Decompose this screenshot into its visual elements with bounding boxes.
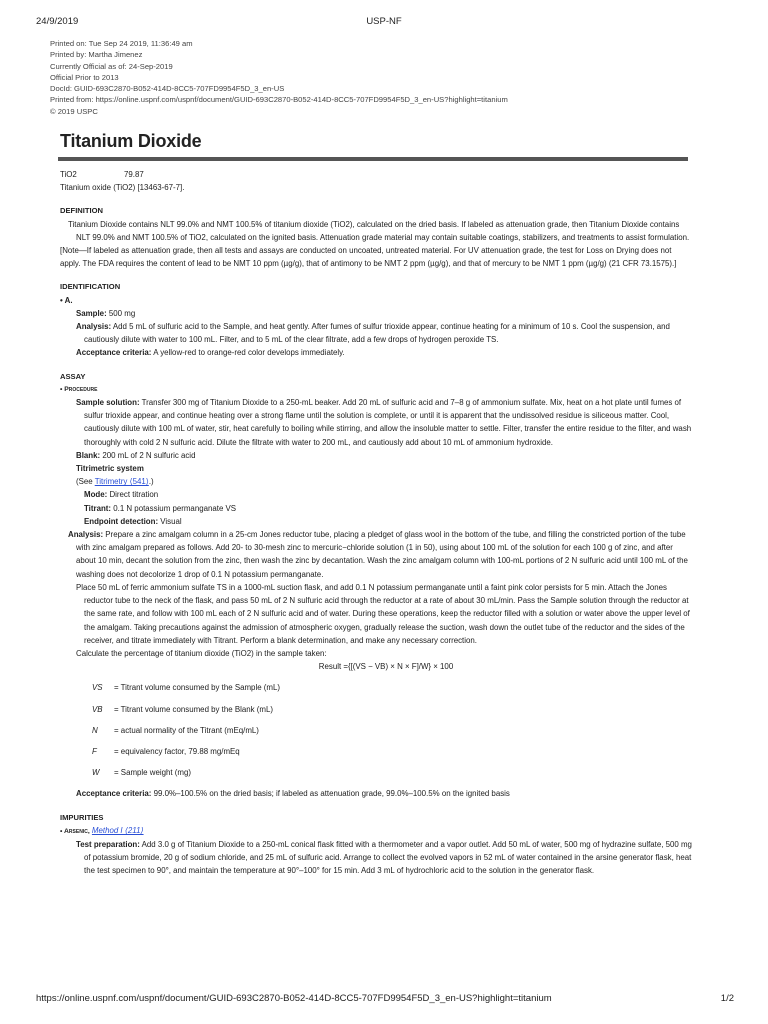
result-formula: Result ={[(VS − VB) × N × F]/W} × 100 [318,662,454,672]
calc-instruction: Calculate the percentage of titanium dioxide (TiO2) in the sample taken: [76,648,327,658]
definition-text: Titanium Dioxide contains NLT 99.0% and NMT 100.5% of titanium dioxide (TiO2), calculated on the dried basis. If labeled as attenuation grade, then Titanium Dioxide contains NLT 99.0% and NMT 100.5% of TiO2, calculated on the ignited basis. Attenuation grade material may contain suitable coatings, stabilizers, and treatments to assist formulation. [68,219,690,242]
id-acceptance-label: Acceptance criteria: [76,348,152,358]
titrant-value: 0.1 N potassium permanganate VS [113,503,237,513]
variable-row [60,703,692,716]
titrant-label: Titrant: [84,503,112,513]
meta-printed-on: Printed on: Tue Sep 24 2019, 11:36:49 am [50,39,193,48]
formula-line [60,168,692,181]
mode-label: Mode: [84,490,108,500]
method-link[interactable]: Method I ⟨211⟩ [91,825,144,835]
variable-symbol: W [92,768,100,778]
mode-value: Direct titration [109,490,159,500]
definition-heading: DEFINITION [60,206,104,216]
title-rule [58,157,688,161]
molecular-formula: TiO2 [60,170,77,179]
assay-analysis-text-1: Prepare a zinc amalgam column in a 25-cm Jones reductor tube, placing a pledget of glass wool in the bottom of the tube, and filling the constricted portion of the tube with zinc amalgam prepared as follows. Add 20- to 30-mesh zinc to mercuric−chloride solution (1 in 50), using about 100 mL of the solution for each 100 g of zinc, and after about 10 min, decant the solution from the zinc, then wash the zinc by decantation. Wash the zinc amalgam column with 100-mL portions of 2 N sulfuric acid until 100 mL of the washing does not decolorize 1 drop of 0.1 N potassium permanganate. [76,530,688,579]
endpoint-label: Endpoint detection: [84,516,159,526]
titrimetric-system-label: Titrimetric system [76,464,144,474]
id-acceptance-text: A yellow-red to orange-red color develops immediately. [153,348,345,358]
meta-printed-by: Printed by: Martha Jimenez [50,50,143,60]
endpoint-value: Visual [160,516,182,526]
site-name: USP-NF [366,16,402,27]
sample-solution-text: Transfer 300 mg of Titanium Dioxide to a 250-mL beaker. Add 20 mL of sulfuric acid and 7–8 g of ammonium sulfate. Mix, heat on a hot plate until fumes of sulfur trioxide appear, and continue heating over a strong flame until the solution is complete, or until it is apparent that the undissolved residue is siliceous matter. Cool, cautiously dilute with 100 mL of water, stir, heat carefully to boiling while stirring, and allow the insoluble matter to settle. Filter, transfer the entire residue to the filter, and wash thoroughly with cold 2 N sulfuric acid. Dilute the filtrate with water to 200 mL, and cautiously add about 10 mL of ammonium hydroxide. [84,398,692,447]
molecular-weight: 79.87 [124,170,144,179]
variable-row [60,766,692,779]
print-date: 24/9/2019 [36,16,79,27]
blank-text: 200 mL of 2 N sulfuric acid [102,450,196,460]
print-metadata [50,38,508,117]
assay-analysis-text-2: Place 50 mL of ferric ammonium sulfate TS in a 1000-mL suction flask, and add 0.1 N potassium permanganate until a faint pink color persists for 5 min. Attach the Jones reductor tube to the neck of the flask, and pass 50 mL of 2 N sulfuric acid through the reductor at a rate of about 30 mL/min. Pass the Sample solution through the reductor at the same rate, and follow with 100 mL each of 2 N sulfuric acid and of water. During these operations, keep the reductor filled with a solution or water above the upper level of the amalgam. Taking precautions against the admission of atmospheric oxygen, gradually release the suction, wash down the outlet tube of the reductor and the sides of the receiver, and titrate immediately with Titrant. Perform a blank determination, and make any necessary correction. [76,582,690,645]
variable-row [60,724,692,737]
assay-acceptance-text: 99.0%–100.5% on the dried basis; if labeled as attenuation grade, 99.0%–100.5% on the ignited basis [153,789,510,799]
identification-item-a: • A. [60,295,73,305]
meta-official-prior: Official Prior to 2013 [50,72,119,82]
titrimetry-link[interactable]: Titrimetry ⟨541⟩ [94,477,149,487]
test-prep-label: Test preparation: [76,839,140,849]
variable-definition: = equivalency factor, 79.88 mg/mEq [114,746,240,756]
id-sample-label: Sample: [76,308,107,318]
variable-row [60,745,692,758]
page-number: 1/2 [720,993,734,1004]
page-title: Titanium Dioxide [60,131,202,151]
test-prep-text: Add 3.0 g of Titanium Dioxide to a 250-mL conical flask fitted with a thermometer and a vapor outlet. Add 50 mL of water, 500 mg of hydrazine sulfate, 500 mg of potassium bromide, 20 g of sodium chloride, and 25 mL of sulfuric acid. Arrange to collect the evolved vapors in 52 mL of water contained in the arsine generator flask, heat the test specimen to 90°, and maintain the temperature at 90°–100° for 15 min. Add 3 mL of hydrochloric acid to the solution in the generator flask. [84,839,692,876]
see-post: .) [148,477,154,487]
assay-analysis-label: Analysis: [68,530,104,540]
meta-docid: DocId: GUID-693C2870-B052-414D-8CC5-707FD9954F5D_3_en-US [50,84,285,94]
variable-symbol: VS [92,683,103,693]
meta-official-as-of: Currently Official as of: 24-Sep-2019 [50,61,173,71]
see-pre: (See [76,477,95,487]
chemical-name-cas: Titanium oxide (TiO2) [13463-67-7]. [60,183,185,193]
assay-procedure: • Procedure [60,385,98,393]
identification-heading: IDENTIFICATION [60,282,121,292]
print-footer [0,993,768,1007]
blank-label: Blank: [76,450,101,460]
variable-definition: = Sample weight (mg) [114,768,191,778]
variable-definition: = actual normality of the Titrant (mEq/mL) [114,725,259,735]
assay-heading: ASSAY [60,371,86,381]
id-analysis-text: Add 5 mL of sulfuric acid to the Sample, and heat gently. After fumes of sulfur trioxide appear, continue heating for a minimum of 10 s. Cool the suspension, and cautiously dilute with water to 100 mL. Filter, and to 5 mL of the clear filtrate, add a few drops of hydrogen peroxide TS. [84,322,670,345]
monograph-body [60,168,692,878]
sample-solution-label: Sample solution: [76,398,140,408]
id-sample-value: 500 mg [108,308,136,318]
variable-symbol: F [92,746,97,756]
assay-acceptance-label: Acceptance criteria: [76,789,152,799]
variable-symbol: VB [92,704,103,714]
variable-row [60,681,692,694]
definition-note: [Note—If labeled as attenuation grade, then all tests and assays are conducted on uncoated, untreated material. For UV attenuation grade, the test for Loss on Drying does not apply. The FDA requires the content of lead to be NMT 10 ppm (µg/g), that of antimony to be NMT 2 ppm (µg/g), and that of mercury to be NMT 1 ppm (µg/g) (21 CFR 73.1575).] [60,246,677,269]
print-header [0,16,768,30]
variable-symbol: N [92,725,98,735]
variable-definition: = Titrant volume consumed by the Sample (mL) [114,683,280,693]
impurities-heading: IMPURITIES [60,812,104,822]
variable-definition: = Titrant volume consumed by the Blank (mL) [114,704,273,714]
id-analysis-label: Analysis: [76,322,112,332]
meta-copyright: © 2019 USPC [50,106,98,116]
arsenic-label: • Arsenic, [60,827,90,835]
footer-url: https://online.uspnf.com/uspnf/document/GUID-693C2870-B052-414D-8CC5-707FD9954F5D_3_en-US?highlight=titanium [36,993,552,1004]
meta-printed-from: Printed from: https://online.uspnf.com/uspnf/document/GUID-693C2870-B052-414D-8CC5-707FD9954F5D_3_en-US?highlight=titanium [50,95,508,105]
